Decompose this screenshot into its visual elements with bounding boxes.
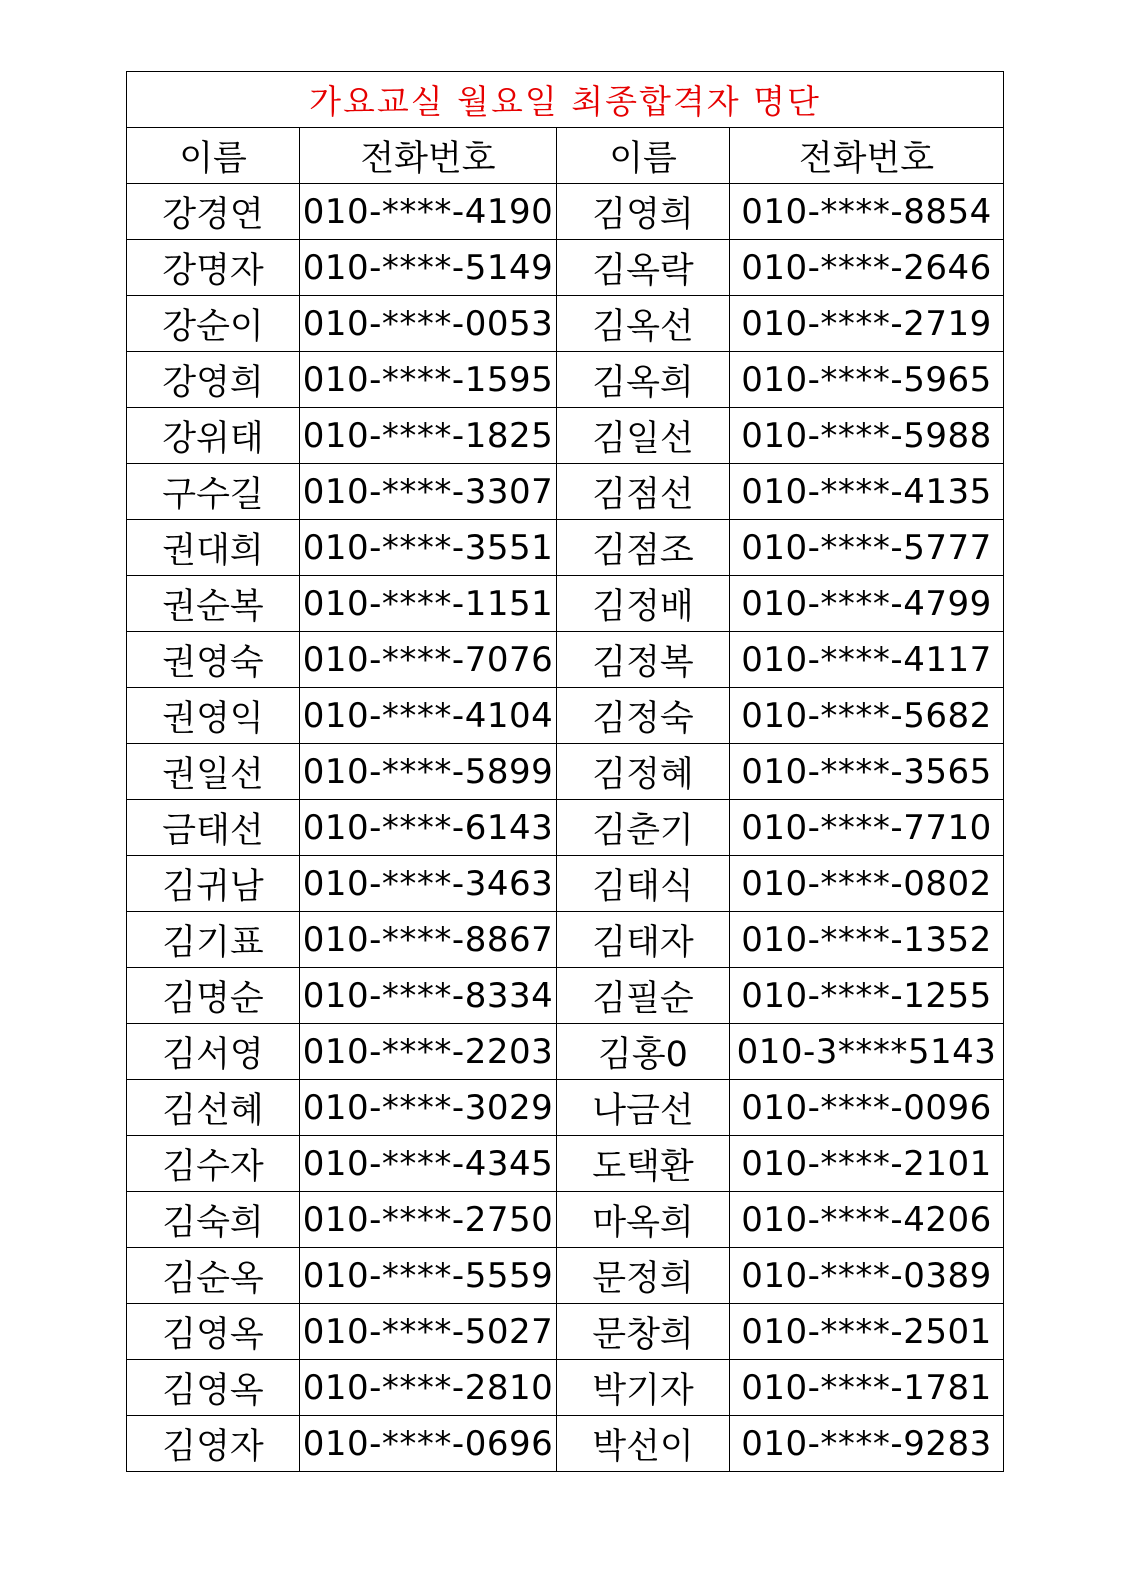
left-name-cell: 김명순 xyxy=(127,968,300,1024)
title-row xyxy=(127,72,1004,128)
right-name-cell: 김춘기 xyxy=(557,800,730,856)
right-phone-cell: 010-****-2646 xyxy=(730,240,1004,296)
left-phone-cell: 010-****-5899 xyxy=(300,744,557,800)
right-phone-cell: 010-3****5143 xyxy=(730,1024,1004,1080)
left-name-cell: 김영옥 xyxy=(127,1304,300,1360)
left-name-cell: 김영옥 xyxy=(127,1360,300,1416)
left-name-cell: 김귀남 xyxy=(127,856,300,912)
left-phone-cell: 010-****-4104 xyxy=(300,688,557,744)
right-name-cell: 김점조 xyxy=(557,520,730,576)
table-row xyxy=(127,240,1004,296)
right-phone-cell: 010-****-3565 xyxy=(730,744,1004,800)
right-phone-cell: 010-****-7710 xyxy=(730,800,1004,856)
left-name-cell: 김영자 xyxy=(127,1416,300,1472)
left-phone-cell: 010-****-3029 xyxy=(300,1080,557,1136)
left-phone-cell: 010-****-8867 xyxy=(300,912,557,968)
table-row xyxy=(127,464,1004,520)
left-phone-cell: 010-****-5149 xyxy=(300,240,557,296)
left-name-cell: 권대희 xyxy=(127,520,300,576)
right-phone-cell: 010-****-1781 xyxy=(730,1360,1004,1416)
right-phone-cell: 010-****-2501 xyxy=(730,1304,1004,1360)
left-phone-cell: 010-****-4345 xyxy=(300,1136,557,1192)
left-name-cell: 금태선 xyxy=(127,800,300,856)
table-row xyxy=(127,576,1004,632)
left-name-cell: 강순이 xyxy=(127,296,300,352)
header-phone-right: 전화번호 xyxy=(730,128,1004,184)
left-phone-cell: 010-****-8334 xyxy=(300,968,557,1024)
table-title: 가요교실 월요일 최종합격자 명단 xyxy=(127,72,1004,128)
table-row xyxy=(127,1080,1004,1136)
right-name-cell: 김점선 xyxy=(557,464,730,520)
right-name-cell: 문정희 xyxy=(557,1248,730,1304)
left-name-cell: 김숙희 xyxy=(127,1192,300,1248)
table-row xyxy=(127,744,1004,800)
roster-body xyxy=(127,184,1004,1472)
table-row xyxy=(127,1192,1004,1248)
right-name-cell: 김영희 xyxy=(557,184,730,240)
left-phone-cell: 010-****-2203 xyxy=(300,1024,557,1080)
right-phone-cell: 010-****-5777 xyxy=(730,520,1004,576)
right-phone-cell: 010-****-5682 xyxy=(730,688,1004,744)
table-row xyxy=(127,1304,1004,1360)
right-phone-cell: 010-****-0802 xyxy=(730,856,1004,912)
right-name-cell: 김필순 xyxy=(557,968,730,1024)
right-name-cell: 김옥희 xyxy=(557,352,730,408)
right-phone-cell: 010-****-5988 xyxy=(730,408,1004,464)
right-phone-cell: 010-****-0096 xyxy=(730,1080,1004,1136)
left-name-cell: 강경연 xyxy=(127,184,300,240)
table-row xyxy=(127,408,1004,464)
table-row xyxy=(127,1136,1004,1192)
header-name-left: 이름 xyxy=(127,128,300,184)
right-name-cell: 김정숙 xyxy=(557,688,730,744)
left-name-cell: 김선혜 xyxy=(127,1080,300,1136)
left-name-cell: 강명자 xyxy=(127,240,300,296)
left-phone-cell: 010-****-2750 xyxy=(300,1192,557,1248)
right-name-cell: 김정복 xyxy=(557,632,730,688)
right-name-cell: 박선이 xyxy=(557,1416,730,1472)
right-phone-cell: 010-****-0389 xyxy=(730,1248,1004,1304)
left-name-cell: 구수길 xyxy=(127,464,300,520)
left-name-cell: 김서영 xyxy=(127,1024,300,1080)
left-phone-cell: 010-****-4190 xyxy=(300,184,557,240)
table-row xyxy=(127,352,1004,408)
table-row xyxy=(127,520,1004,576)
left-phone-cell: 010-****-3307 xyxy=(300,464,557,520)
table-row xyxy=(127,688,1004,744)
left-phone-cell: 010-****-1151 xyxy=(300,576,557,632)
table-row xyxy=(127,632,1004,688)
table-row xyxy=(127,296,1004,352)
right-name-cell: 마옥희 xyxy=(557,1192,730,1248)
left-name-cell: 권순복 xyxy=(127,576,300,632)
left-phone-cell: 010-****-1825 xyxy=(300,408,557,464)
left-phone-cell: 010-****-3551 xyxy=(300,520,557,576)
left-name-cell: 김기표 xyxy=(127,912,300,968)
right-name-cell: 김일선 xyxy=(557,408,730,464)
left-name-cell: 강위태 xyxy=(127,408,300,464)
roster-table xyxy=(126,71,1004,1472)
right-name-cell: 김태자 xyxy=(557,912,730,968)
header-phone-left: 전화번호 xyxy=(300,128,557,184)
left-name-cell: 강영희 xyxy=(127,352,300,408)
right-phone-cell: 010-****-2719 xyxy=(730,296,1004,352)
right-phone-cell: 010-****-9283 xyxy=(730,1416,1004,1472)
right-name-cell: 김정배 xyxy=(557,576,730,632)
right-phone-cell: 010-****-4117 xyxy=(730,632,1004,688)
left-phone-cell: 010-****-1595 xyxy=(300,352,557,408)
right-name-cell: 김정혜 xyxy=(557,744,730,800)
table-row xyxy=(127,1416,1004,1472)
right-name-cell: 도택환 xyxy=(557,1136,730,1192)
left-phone-cell: 010-****-5027 xyxy=(300,1304,557,1360)
right-phone-cell: 010-****-4799 xyxy=(730,576,1004,632)
right-phone-cell: 010-****-4206 xyxy=(730,1192,1004,1248)
left-name-cell: 김수자 xyxy=(127,1136,300,1192)
left-phone-cell: 010-****-2810 xyxy=(300,1360,557,1416)
right-phone-cell: 010-****-5965 xyxy=(730,352,1004,408)
table-row xyxy=(127,184,1004,240)
left-phone-cell: 010-****-0053 xyxy=(300,296,557,352)
left-phone-cell: 010-****-5559 xyxy=(300,1248,557,1304)
left-phone-cell: 010-****-0696 xyxy=(300,1416,557,1472)
table-row xyxy=(127,1248,1004,1304)
left-phone-cell: 010-****-6143 xyxy=(300,800,557,856)
left-name-cell: 권영익 xyxy=(127,688,300,744)
left-phone-cell: 010-****-3463 xyxy=(300,856,557,912)
right-phone-cell: 010-****-4135 xyxy=(730,464,1004,520)
left-name-cell: 권영숙 xyxy=(127,632,300,688)
table-row xyxy=(127,1360,1004,1416)
right-phone-cell: 010-****-1255 xyxy=(730,968,1004,1024)
right-name-cell: 문창희 xyxy=(557,1304,730,1360)
right-name-cell: 나금선 xyxy=(557,1080,730,1136)
right-name-cell: 김옥락 xyxy=(557,240,730,296)
header-row xyxy=(127,128,1004,184)
right-name-cell: 김옥선 xyxy=(557,296,730,352)
left-name-cell: 권일선 xyxy=(127,744,300,800)
right-name-cell: 박기자 xyxy=(557,1360,730,1416)
right-phone-cell: 010-****-8854 xyxy=(730,184,1004,240)
left-name-cell: 김순옥 xyxy=(127,1248,300,1304)
header-name-right: 이름 xyxy=(557,128,730,184)
right-name-cell: 김홍0 xyxy=(557,1024,730,1080)
table-row xyxy=(127,1024,1004,1080)
table-row xyxy=(127,800,1004,856)
table-row xyxy=(127,968,1004,1024)
left-phone-cell: 010-****-7076 xyxy=(300,632,557,688)
right-phone-cell: 010-****-2101 xyxy=(730,1136,1004,1192)
table-row xyxy=(127,856,1004,912)
table-row xyxy=(127,912,1004,968)
right-phone-cell: 010-****-1352 xyxy=(730,912,1004,968)
right-name-cell: 김태식 xyxy=(557,856,730,912)
